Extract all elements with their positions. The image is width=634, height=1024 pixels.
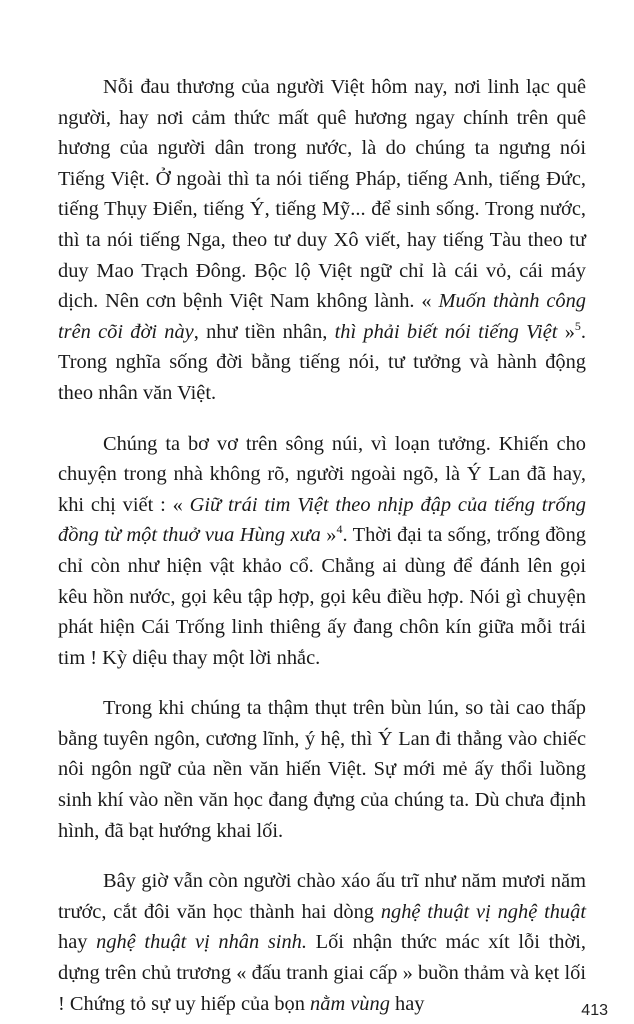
text-run: » <box>320 524 337 547</box>
italic-phrase: Giữ trái tim Việt theo nhịp đập của tiếng trống đồng từ một thuở vua Hùng xưa <box>58 493 586 547</box>
footnote-marker: 4 <box>336 522 343 537</box>
text-run: hay <box>389 992 425 1015</box>
text-run: hay <box>58 931 97 954</box>
text-run: . Trong nghĩa sống đời bằng tiếng nói, tư tưởng và hành động theo nhân văn Việt. <box>58 320 587 404</box>
paragraph-2 <box>58 429 586 674</box>
italic-phrase: thì phải biết nói tiếng Việt <box>334 320 558 343</box>
text-run: . Thời đại ta sống, trống đồng chỉ còn như hiện vật khảo cổ. Chẳng ai dùng để đánh lên gọi kêu hồn nước, gọi kêu tập hợp, gọi kêu điều hợp. Nói gì chuyện phát hiện Cái Trống linh thiêng ấy đang chôn kín giữa mỗi trái tim ! Kỳ diệu thay một lời nhắc. <box>58 524 586 669</box>
paragraph-3 <box>58 693 586 846</box>
text-run: , như tiền nhân, <box>193 320 335 343</box>
text-run: Bây giờ vẫn còn người chào xáo ấu trĩ như năm mươi năm trước, cắt đôi văn học thành hai dòng <box>58 870 586 923</box>
text-run: » <box>557 320 575 343</box>
paragraph-4 <box>58 866 586 1019</box>
italic-phrase: nằm vùng <box>310 992 390 1015</box>
text-run: Nỗi đau thương của người Việt hôm nay, nơi linh lạc quê người, hay nơi cảm thức mất quê hương ngay chính trên quê hương của người dân trong nước, là do chúng ta ngưng nói Tiếng Việt. Ở ngoài thì ta nói tiếng Pháp, tiếng Anh, tiếng Đức, tiếng Thụy Điển, tiếng Ý, tiếng Mỹ... để sinh sống. Trong nước, thì ta nói tiếng Nga, theo tư duy Xô viết, hay tiếng Tàu theo tư duy Mao Trạch Đông. Bộc lộ Việt ngữ chỉ là cái vỏ, cái máy dịch. Nên cơn bệnh Việt Nam không lành. « <box>58 76 586 313</box>
footnote-marker: 5 <box>574 318 581 333</box>
text-run: Lối nhận thức mác xít lỗi thời, dựng trên chủ trương « đấu tranh giai cấp » buồn thảm và kẹt lối ! Chứng tỏ sự uy hiếp của bọn <box>58 931 586 1015</box>
paragraph-1 <box>58 72 586 409</box>
italic-phrase: nghệ thuật vị nhân sinh. <box>96 931 307 954</box>
body-text <box>58 72 586 1019</box>
text-run: Trong khi chúng ta thậm thụt trên bùn lún, so tài cao thấp bằng tuyên ngôn, cương lĩnh, ý hệ, thì Ý Lan đi thẳng vào chiếc nôi ngôn ngữ của nền văn hiến Việt. Sự mới mẻ ấy thổi luồng sinh khí vào nền văn học đang đựng của chúng ta. Dù chưa định hình, đã bạt hướng khai lối. <box>58 697 586 842</box>
italic-phrase: Muốn thành công trên cõi đời này <box>58 290 586 343</box>
text-run: Chúng ta bơ vơ trên sông núi, vì loạn tưởng. Khiến cho chuyện trong nhà không rõ, người ngoài ngõ, là Ý Lan đã hay, khi chị viết : « <box>58 432 586 516</box>
italic-phrase: nghệ thuật vị nghệ thuật <box>380 900 586 923</box>
page-number: 413 <box>581 1002 608 1019</box>
